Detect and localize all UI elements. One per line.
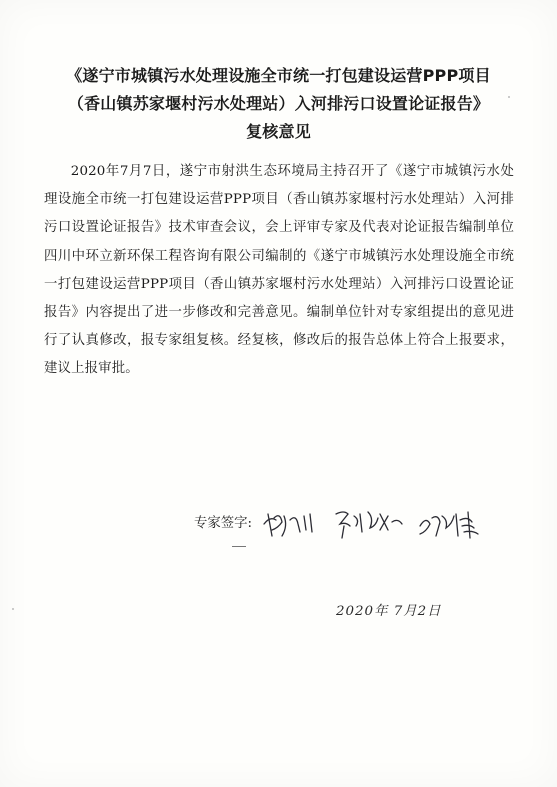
paper-speck [12, 608, 14, 610]
stray-mark [232, 546, 246, 547]
signature-date [336, 600, 456, 630]
expert-signature-2 [330, 506, 410, 542]
body-paragraph: 2020年7月7日，遂宁市射洪生态环境局主持召开了《遂宁市城镇污水处理设施全市统一打包建设运营PPP项目（香山镇苏家堰村污水处理站）入河排污口设置论证报告》技术审查会议，会上评审专家及代表对论证报告编制单位四川中环立新环保工程咨询有限公司编制的《遂宁市城镇污水处理设施全市统一打包建设运营PPP项目（香山镇苏家堰村污水处理站）入河排污口设置论证报告》内容提出了进一步修改和完善意见。编制单位针对专家组提出的意见进行了认真修改，报专家组复核。经复核，修改后的报告总体上符合上报要求，建议上报审批。 [44, 164, 514, 377]
date-text: 2020年 7月2日 [336, 604, 442, 619]
signature-section [194, 506, 494, 546]
title-line-2: （香山镇苏家堰村污水处理站）入河排污口设置论证报告》 [67, 94, 490, 113]
document-title [30, 62, 527, 146]
expert-signature-3 [416, 506, 490, 544]
expert-signature-1 [260, 506, 322, 542]
document-body [44, 158, 514, 384]
title-line-1: 《遂宁市城镇污水处理设施全市统一打包建设运营PPP项目 [66, 66, 491, 85]
paper-speck [508, 96, 510, 98]
title-line-3: 复核意见 [246, 122, 311, 141]
signature-label: 专家签字: [194, 516, 253, 531]
